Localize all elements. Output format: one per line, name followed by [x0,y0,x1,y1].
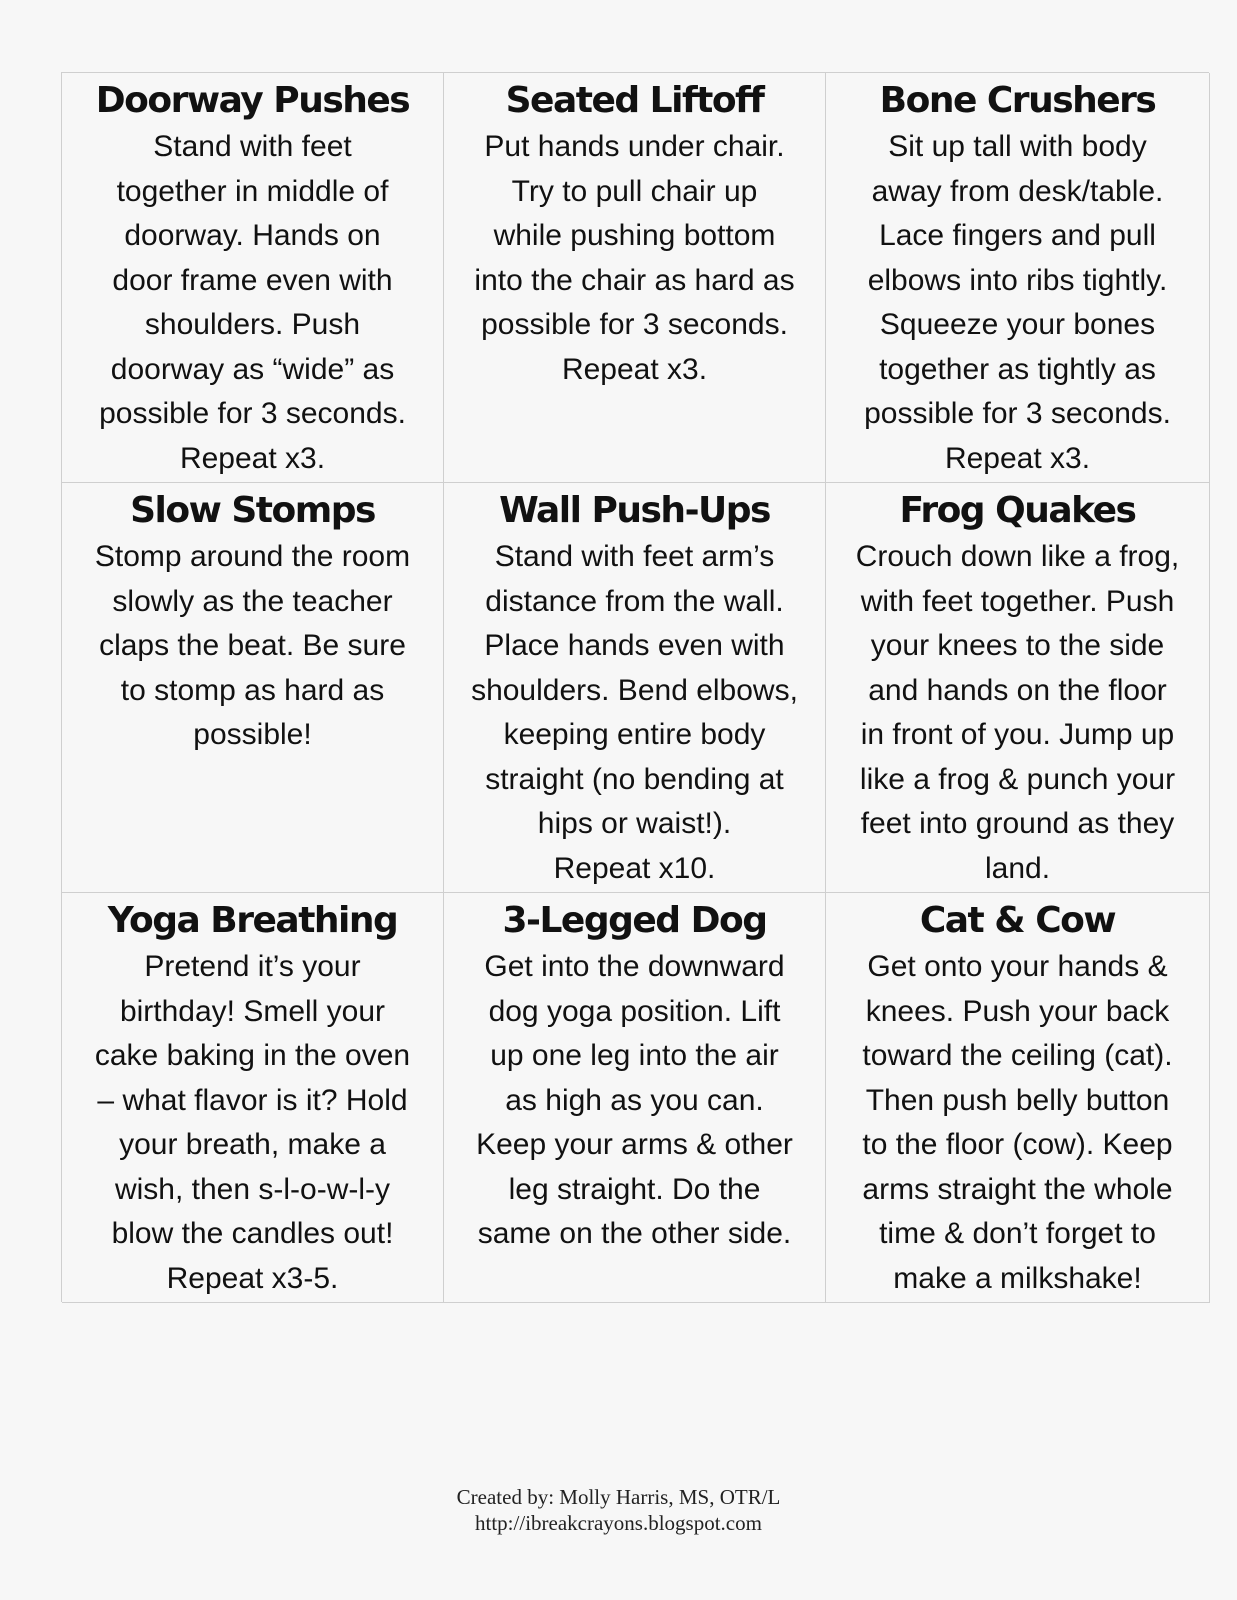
card-instructions: Stomp around the room slowly as the teacher claps the beat. Be sure to stomp as hard as possible! [94,540,411,751]
card-slow-stomps [62,483,444,893]
card-title: Wall Push-Ups [499,490,770,531]
card-title: Frog Quakes [899,490,1136,531]
card-instructions: Get onto your hands & knees. Push your back toward the ceiling (cat). Then push belly button to the floor (cow). Keep arms straight the whole time & don’t forget to make a milkshake! [862,950,1173,1295]
exercise-card-grid [61,72,1209,1302]
card-title: Yoga Breathing [107,900,398,941]
card-instructions: Stand with feet arm’s distance from the wall. Place hands even with shoulders. Bend elbows, keeping entire body straight (no bending at hips or waist!). Repeat x10. [471,540,798,885]
card-cat-and-cow [826,893,1210,1303]
card-instructions: Put hands under chair. Try to pull chair up while pushing bottom into the chair as hard as possible for 3 seconds. Repeat x3. [474,130,795,386]
card-doorway-pushes [62,73,444,483]
card-frog-quakes [826,483,1210,893]
card-title: Doorway Pushes [95,80,410,121]
credits-footer [0,1484,1237,1536]
card-title: Cat & Cow [919,900,1116,941]
card-wall-push-ups [444,483,826,893]
card-instructions: Crouch down like a frog, with feet together. Push your knees to the side and hands on the floor in front of you. Jump up like a frog & punch your feet into ground as they land. [855,540,1180,885]
card-seated-liftoff [444,73,826,483]
card-title: Slow Stomps [130,490,375,531]
card-3-legged-dog [444,893,826,1303]
card-instructions: Get into the downward dog yoga position. Lift up one leg into the air as high as you can. Keep your arms & other leg straight. Do the same on the other side. [476,950,793,1250]
card-title: 3-Legged Dog [502,900,767,941]
blog-url: http://ibreakcrayons.blogspot.com [475,1511,762,1535]
card-instructions: Sit up tall with body away from desk/table. Lace fingers and pull elbows into ribs tightly. Squeeze your bones together as tightly as possible for 3 seconds. Repeat x3. [864,130,1171,475]
author-credit: Created by: Molly Harris, MS, OTR/L [456,1485,781,1509]
card-instructions: Pretend it’s your birthday! Smell your cake baking in the oven – what flavor is it? Hold your breath, make a wish, then s-l-o-w-l-y blow the candles out! Repeat x3-5. [94,950,411,1295]
card-title: Seated Liftoff [505,80,764,121]
card-title: Bone Crushers [879,80,1156,121]
card-yoga-breathing [62,893,444,1303]
card-bone-crushers [826,73,1210,483]
card-instructions: Stand with feet together in middle of doorway. Hands on door frame even with shoulders. Push doorway as “wide” as possible for 3 seconds. Repeat x3. [99,130,406,475]
